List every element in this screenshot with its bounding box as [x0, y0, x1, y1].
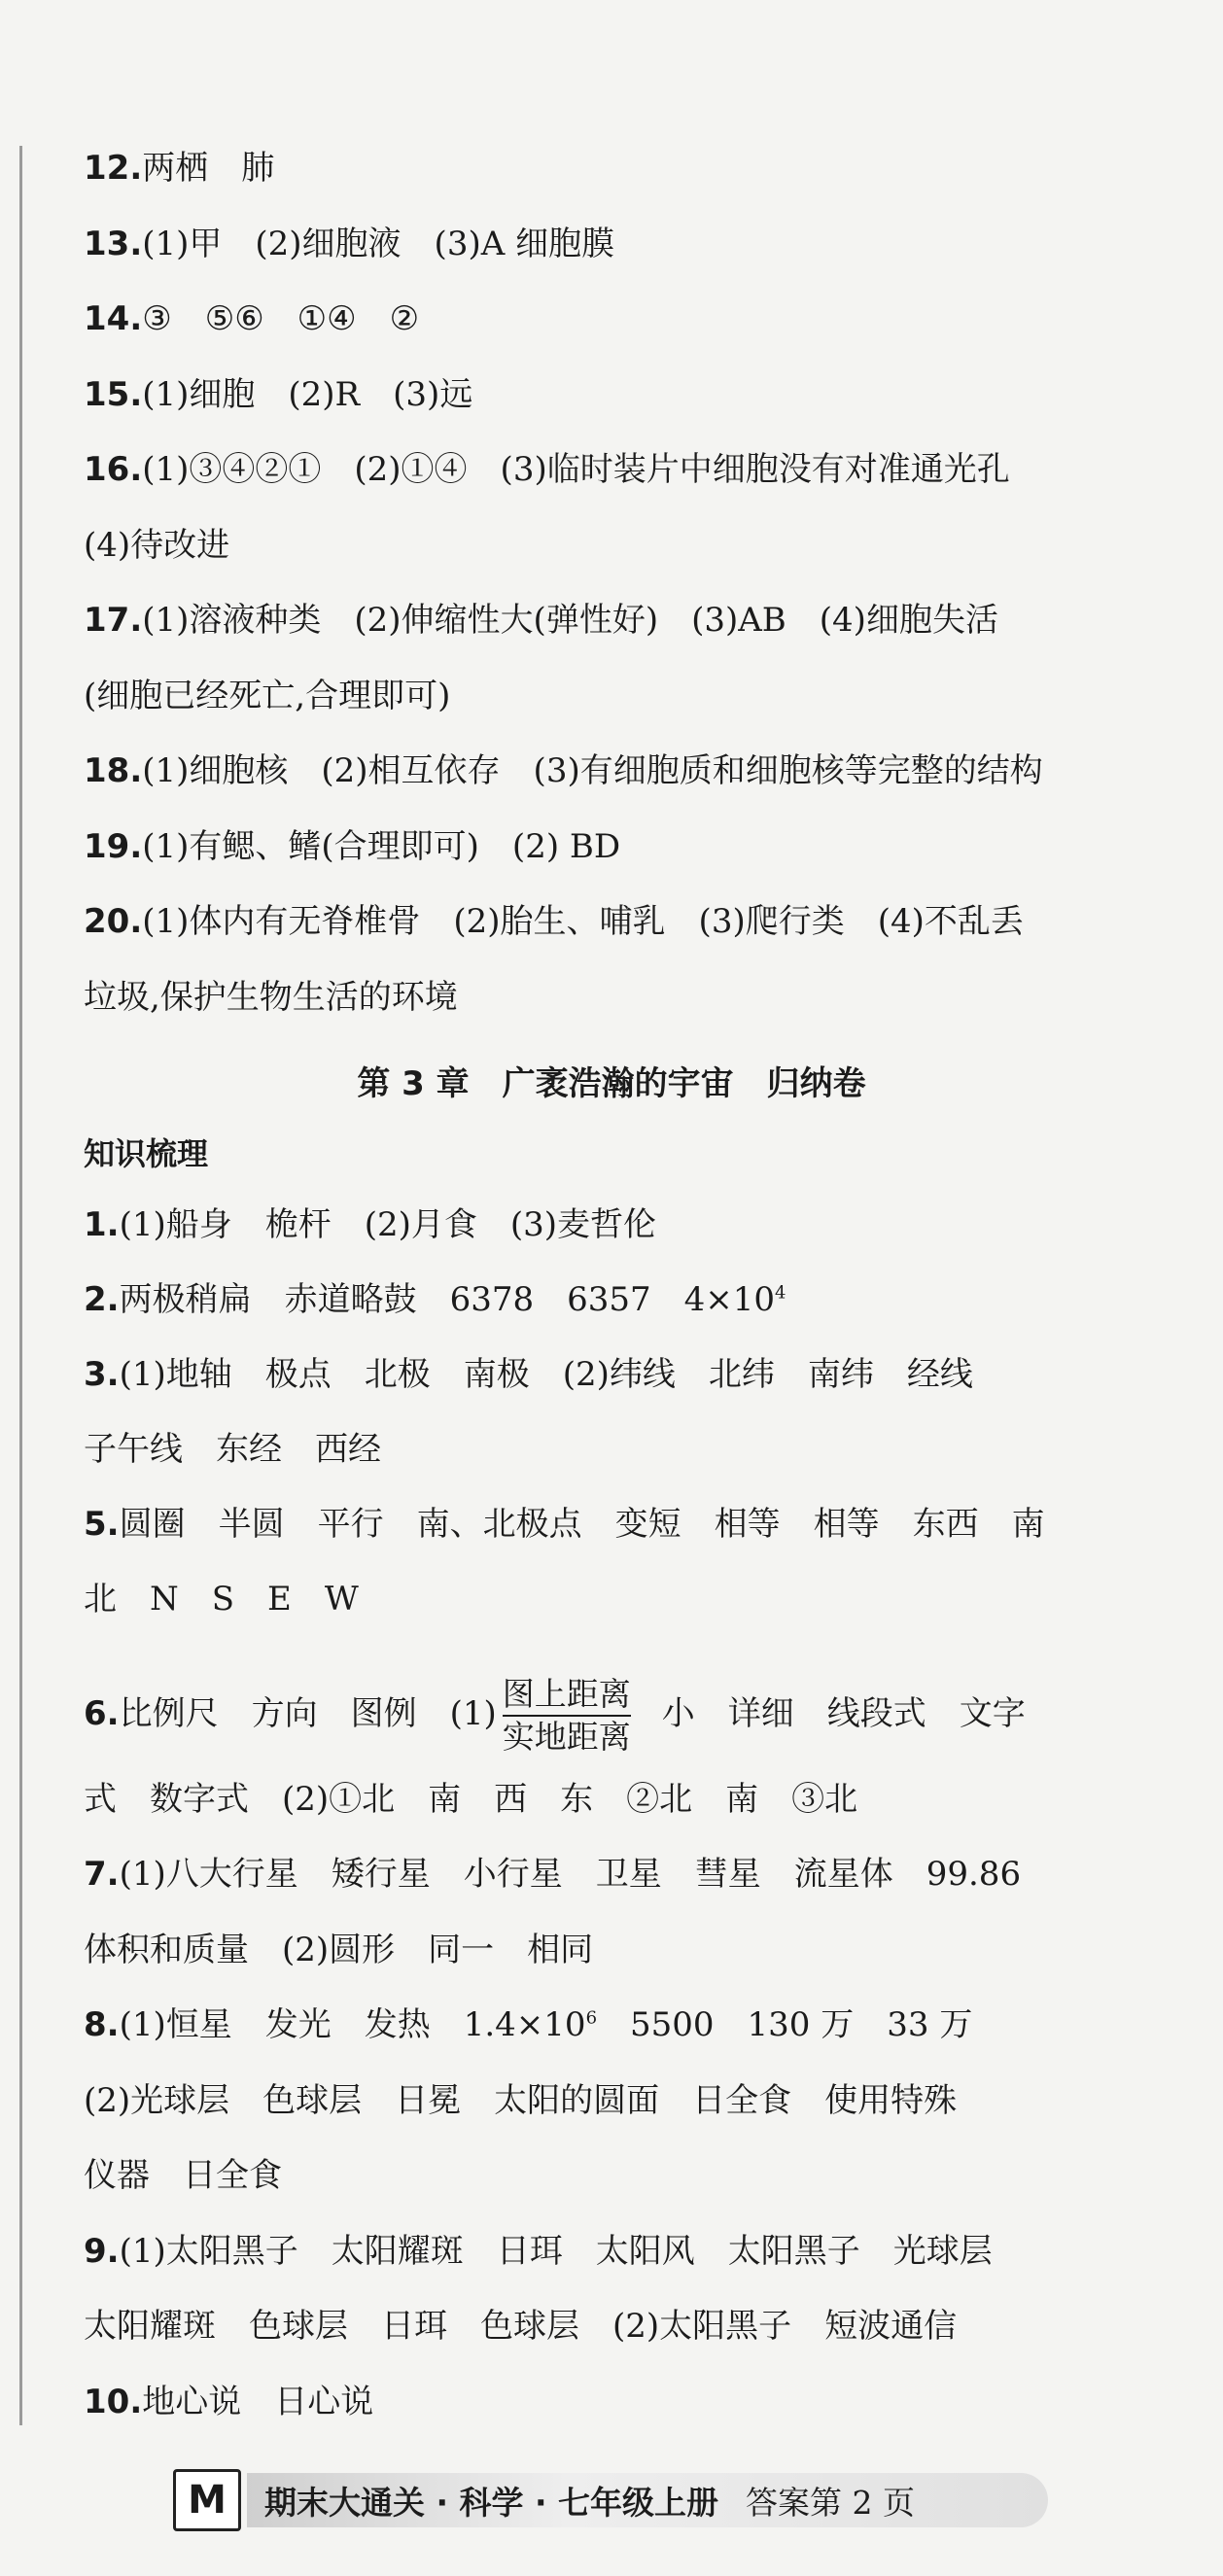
question-number: 19. — [84, 826, 143, 866]
question-number: 5. — [84, 1505, 120, 1544]
exponent: 6 — [585, 2007, 598, 2029]
answer-line — [84, 2380, 1184, 2424]
brand-logo: M — [173, 2469, 241, 2531]
answer-line — [84, 2304, 1184, 2349]
question-number: 10. — [84, 2382, 143, 2421]
answer-text: (细胞已经死亡,合理即可) — [84, 676, 451, 715]
answer-text: (1)细胞 (2)R (3)远 — [142, 374, 473, 414]
question-number: 8. — [84, 2005, 120, 2044]
answer-line — [84, 1202, 1184, 1247]
question-6 — [84, 1674, 1184, 1758]
answer-line — [84, 523, 1184, 568]
answer-text: 太阳耀斑 色球层 日珥 色球层 (2)太阳黑子 短波通信 — [84, 2307, 958, 2346]
book-title: 期末大通关 · 科学 · 七年级上册 — [264, 2483, 719, 2522]
answer-text: 两极稍扁 赤道略鼓 6378 6357 4×10 — [119, 1280, 776, 1319]
answer-text: 两栖 肺 — [142, 149, 275, 188]
answer-text: 仪器 日全食 — [84, 2156, 282, 2195]
question-number: 2. — [84, 1280, 120, 1319]
answer-line — [84, 1427, 1184, 1472]
answer-text: (1)船身 桅杆 (2)月食 (3)麦哲伦 — [119, 1205, 657, 1244]
answer-text: 圆圈 半圆 平行 南、北极点 变短 相等 相等 东西 南 — [119, 1505, 1045, 1544]
answer-line — [84, 899, 1184, 944]
answer-line — [84, 975, 1184, 1020]
question-number: 20. — [84, 902, 143, 941]
section-title: 知识梳理 — [84, 1135, 209, 1172]
answer-text: (1)细胞核 (2)相互依存 (3)有细胞质和细胞核等完整的结构 — [142, 751, 1043, 790]
answer-line — [84, 2229, 1184, 2274]
question-number: 12. — [84, 149, 143, 188]
answer-line — [84, 1852, 1184, 1897]
answer-line — [84, 372, 1184, 417]
chapter-title: 第 3 章 广袤浩瀚的宇宙 归纳卷 — [357, 1064, 866, 1103]
answer-line — [84, 1928, 1184, 1972]
answer-text: (1)体内有无脊椎骨 (2)胎生、哺乳 (3)爬行类 (4)不乱丢 — [142, 902, 1024, 941]
fraction-numerator: 图上距离 — [502, 1675, 631, 1713]
answer-text: (1)恒星 发光 发热 1.4×10 — [119, 2005, 586, 2044]
question-number: 13. — [84, 224, 143, 263]
answer-line — [84, 674, 1184, 718]
question-number: 3. — [84, 1355, 120, 1394]
q6-before: 比例尺 方向 图例 (1) — [119, 1694, 497, 1733]
answer-line — [84, 2078, 1184, 2123]
question-number: 6. — [84, 1694, 120, 1733]
answer-text: (2)光球层 色球层 日冕 太阳的圆面 日全食 使用特殊 — [84, 2080, 958, 2120]
question-number: 16. — [84, 450, 143, 489]
answer-line — [84, 824, 1184, 869]
exponent: 4 — [775, 1282, 786, 1304]
question-number: 9. — [84, 2231, 120, 2271]
answer-line — [84, 1352, 1184, 1397]
answer-text: (1)溶液种类 (2)伸缩性大(弹性好) (3)AB (4)细胞失活 — [142, 601, 998, 640]
answer-text: (1)八大行星 矮行星 小行星 卫星 彗星 流星体 99.86 — [119, 1855, 1022, 1894]
footer-banner — [173, 2469, 1048, 2531]
answer-line — [84, 2002, 1184, 2047]
answer-line — [84, 2153, 1184, 2198]
page-label: 答案第 2 页 — [746, 2483, 916, 2522]
answer-text: (1)地轴 极点 北极 南极 (2)纬线 北纬 南纬 经线 — [119, 1355, 973, 1394]
answer-line — [84, 598, 1184, 643]
answer-text: 地心说 日心说 — [142, 2382, 374, 2421]
question-number: 1. — [84, 1205, 120, 1244]
answer-text: 垃圾,保护生物生活的环境 — [84, 977, 458, 1017]
answer-text: (1)有鳃、鳍(合理即可) (2) BD — [142, 826, 621, 866]
answer-line — [84, 222, 1184, 266]
answer-text: (4)待改进 — [84, 525, 230, 565]
answer-text: 体积和质量 (2)圆形 同一 相同 — [84, 1930, 594, 1969]
q6-after: 小 详细 线段式 文字 — [661, 1694, 1026, 1733]
answer-text: 北 N S E W — [84, 1580, 359, 1619]
answer-text: ③ ⑤⑥ ①④ ② — [142, 299, 420, 338]
answer-text-tail: 5500 130 万 33 万 — [597, 2005, 973, 2044]
answer-text: 子午线 东经 西经 — [84, 1430, 381, 1469]
answer-line — [84, 296, 1184, 341]
answer-line — [84, 146, 1184, 191]
answer-line — [84, 1502, 1184, 1547]
answer-text: (1)太阳黑子 太阳耀斑 日珥 太阳风 太阳黑子 光球层 — [119, 2231, 993, 2271]
answer-text: (1)甲 (2)细胞液 (3)A 细胞膜 — [142, 224, 615, 263]
answer-line — [84, 1277, 1184, 1322]
footer-band — [247, 2473, 1048, 2527]
margin-rule — [19, 146, 22, 2425]
scale-fraction — [503, 1674, 631, 1758]
question-number: 14. — [84, 299, 143, 338]
answer-text: (1)③④②① (2)①④ (3)临时装片中细胞没有对准通光孔 — [142, 450, 1010, 489]
answer-line — [84, 748, 1184, 793]
answer-line — [84, 1577, 1184, 1621]
question-number: 18. — [84, 751, 143, 790]
fraction-denominator: 实地距离 — [502, 1718, 631, 1756]
question-number: 15. — [84, 374, 143, 414]
answer-line — [84, 447, 1184, 492]
question-6-cont: 式 数字式 (2)①北 南 西 东 ②北 南 ③北 — [84, 1780, 858, 1819]
question-number: 7. — [84, 1855, 120, 1894]
question-number: 17. — [84, 601, 143, 640]
